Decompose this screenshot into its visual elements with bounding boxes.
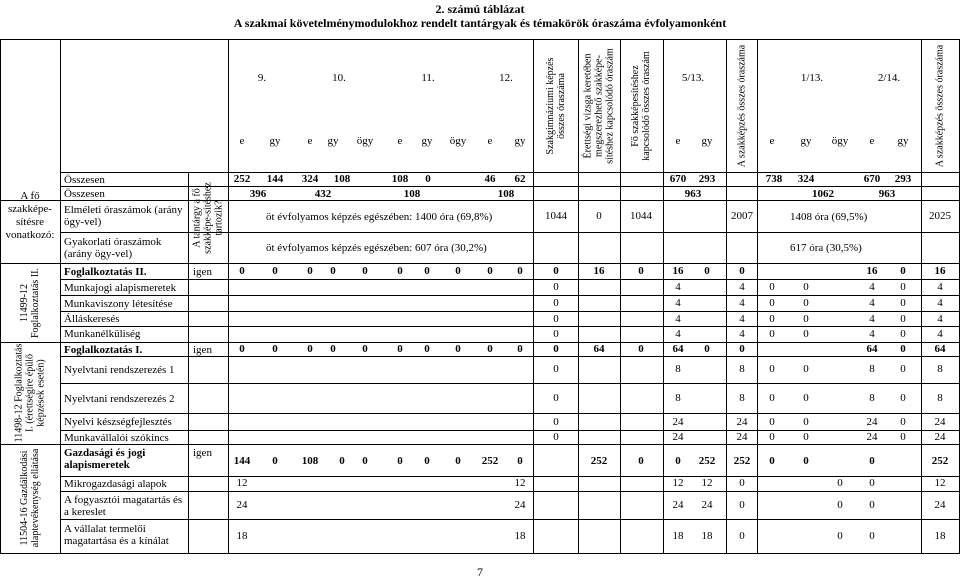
table-title: A szakmai követelménymodulokhoz rendelt tantárgyak és témakörök óraszáma évfolyamonként (233, 16, 727, 30)
table-cell: 0 (553, 265, 559, 277)
table-cell: 0 (869, 530, 875, 542)
table-cell: 24 (672, 499, 684, 511)
row-label: Nyelvtani rendszerezés 1 (64, 364, 175, 376)
span-gyakorlati: öt évfolyamos képzés egészében: 607 óra (30,2%) (266, 242, 487, 254)
table-cell: 0 (455, 455, 461, 467)
table-cell: 0 (455, 265, 461, 277)
table-cell: 252 (590, 455, 608, 467)
table-cell: 0 (869, 499, 875, 511)
table-cell: 24 (514, 499, 526, 511)
table-cell: 108 (391, 173, 409, 185)
table-cell: 0 (330, 343, 336, 355)
row-label: Összesen (64, 188, 105, 200)
table-cell: 0 (900, 392, 906, 404)
sub-label: ögy (831, 135, 849, 147)
table-cell: 0 (900, 313, 906, 325)
flag-igen: igen (193, 447, 212, 459)
table-cell: 252 (733, 455, 751, 467)
table-cell: 0 (769, 363, 775, 375)
table-cell: 12 (672, 477, 684, 489)
table-cell: 1044 (545, 210, 567, 222)
table-caption: 2. számú táblázat (435, 2, 525, 16)
table-cell: 24 (672, 416, 684, 428)
table-cell: 0 (803, 281, 809, 293)
table-cell: 8 (739, 392, 745, 404)
col-szakk-osszes-header: A szakképzés összes óraszáma (736, 44, 748, 168)
table-cell: 0 (837, 530, 843, 542)
col-szakgimn-header: Szakgimnáziumi képzés összes óraszáma (545, 57, 567, 155)
table-cell: 1044 (630, 210, 652, 222)
table-cell: 0 (424, 455, 430, 467)
table-cell: 0 (869, 477, 875, 489)
col-tantargy-header: A tantárgy a fő szakképe-sítéshez tartozik? (191, 182, 225, 254)
row-label: Munkaviszony létesítése (64, 298, 173, 310)
row-label: Nyelvtani rendszerezés 2 (64, 393, 175, 405)
sub-label: gy (421, 135, 433, 147)
sub-label: e (487, 135, 493, 147)
table-cell: 0 (455, 343, 461, 355)
flag-igen: igen (193, 344, 212, 356)
table-cell: 24 (866, 431, 878, 443)
row-label: Foglalkoztatás I. (64, 344, 143, 356)
group-fo-label: A fő szakképe-sítésre vonatkozó: (5, 190, 55, 241)
table-cell: 12 (701, 477, 713, 489)
table-cell: 4 (869, 281, 875, 293)
table-cell: 0 (769, 455, 775, 467)
table-cell: 12 (514, 477, 526, 489)
year-9: 9. (257, 72, 267, 84)
table-cell: 46 (484, 173, 496, 185)
table-cell: 0 (553, 416, 559, 428)
sub-label: gy (897, 135, 909, 147)
table-cell: 324 (797, 173, 815, 185)
row-label: Elméleti óraszámok (arány ögy-vel) (64, 204, 183, 228)
table-cell: 64 (934, 343, 946, 355)
table-cell: 0 (803, 363, 809, 375)
table-cell: 0 (900, 431, 906, 443)
table-cell: 4 (937, 297, 943, 309)
table-cell: 0 (769, 281, 775, 293)
table-cell: 2007 (731, 210, 753, 222)
table-cell: 0 (487, 265, 493, 277)
table-cell: 0 (837, 499, 843, 511)
sub-label: e (769, 135, 775, 147)
table-cell: 24 (701, 499, 713, 511)
table-cell: 16 (934, 265, 946, 277)
table-cell: 0 (803, 416, 809, 428)
sub-label: e (307, 135, 313, 147)
year-10: 10. (332, 72, 346, 84)
table-cell: 24 (866, 416, 878, 428)
sub-label: gy (269, 135, 281, 147)
table-cell: 0 (307, 265, 313, 277)
table-cell: 0 (769, 313, 775, 325)
table-cell: 0 (900, 281, 906, 293)
table-cell: 0 (239, 343, 245, 355)
table-cell: 108 (403, 188, 421, 200)
table-cell: 0 (553, 297, 559, 309)
table-cell: 4 (937, 328, 943, 340)
table-cell: 0 (803, 455, 809, 467)
table-cell: 8 (739, 363, 745, 375)
table-cell: 16 (866, 265, 878, 277)
table-cell: 18 (514, 530, 526, 542)
table-cell: 0 (596, 210, 602, 222)
table-cell: 16 (593, 265, 605, 277)
table-cell: 0 (272, 265, 278, 277)
table-cell: 4 (739, 313, 745, 325)
table-cell: 0 (553, 392, 559, 404)
year-12: 12. (499, 72, 513, 84)
table-cell: 24 (736, 431, 748, 443)
table-cell: 12 (934, 477, 946, 489)
table-cell: 0 (424, 343, 430, 355)
table-cell: 0 (272, 455, 278, 467)
col-erettsegi-header: Érettségi vizsga keretében megszerezhető szakképe-sítéshez kapcsolódó óraszám (582, 48, 616, 164)
table-cell: 4 (739, 328, 745, 340)
table-cell: 0 (553, 363, 559, 375)
table-cell: 8 (675, 363, 681, 375)
table-cell: 8 (937, 363, 943, 375)
table-cell: 18 (701, 530, 713, 542)
table-cell: 144 (233, 455, 251, 467)
row-label: Mikrogazdasági alapok (64, 478, 167, 490)
table-cell: 293 (698, 173, 716, 185)
table-cell: 108 (497, 188, 515, 200)
table-cell: 0 (553, 431, 559, 443)
col-szakk-osszes-header: A szakképzés összes óraszáma (934, 44, 946, 168)
group-11498-label: 11498-12 Foglalkoztatás I. (érettségire épülő képzések esetén) (13, 343, 47, 443)
table-cell: 0 (900, 297, 906, 309)
table-cell: 0 (517, 343, 523, 355)
row-label: Összesen (64, 174, 105, 186)
sub-label: e (239, 135, 245, 147)
table-cell: 4 (869, 313, 875, 325)
table-cell: 0 (638, 455, 644, 467)
table-cell: 0 (330, 265, 336, 277)
table-cell: 0 (739, 343, 745, 355)
sub-label: e (869, 135, 875, 147)
table-cell: 18 (236, 530, 248, 542)
table-cell: 0 (675, 455, 681, 467)
table-cell: 432 (314, 188, 332, 200)
table-cell: 64 (866, 343, 878, 355)
table-cell: 0 (239, 265, 245, 277)
table-cell: 0 (739, 530, 745, 542)
table-cell: 0 (553, 328, 559, 340)
year-2-14: 2/14. (877, 72, 901, 84)
sub-label: ögy (449, 135, 467, 147)
year-5-13: 5/13. (681, 72, 705, 84)
span-elmeleti-2: 1408 óra (69,5%) (790, 211, 868, 223)
table-cell: 0 (424, 265, 430, 277)
table-cell: 0 (638, 265, 644, 277)
table-cell: 0 (803, 313, 809, 325)
table-cell: 18 (672, 530, 684, 542)
table-cell: 0 (553, 281, 559, 293)
table-cell: 0 (900, 328, 906, 340)
table-cell: 0 (553, 313, 559, 325)
table-cell: 24 (934, 499, 946, 511)
table-cell: 0 (397, 343, 403, 355)
table-cell: 252 (233, 173, 251, 185)
table-cell: 4 (739, 281, 745, 293)
table-cell: 24 (236, 499, 248, 511)
table-cell: 1062 (812, 188, 834, 200)
row-label: Munkavállalói szókincs (64, 432, 169, 444)
table-cell: 62 (514, 173, 526, 185)
table-cell: 0 (517, 265, 523, 277)
table-cell: 0 (704, 265, 710, 277)
table-cell: 0 (837, 477, 843, 489)
span-elmeleti: öt évfolyamos képzés egészében: 1400 óra (69,8%) (266, 211, 493, 223)
group-11504-label: 11504-16 Gazdálkodási alaptevékenység ellátása (19, 448, 41, 548)
row-label: Nyelvi készségfejlesztés (64, 416, 172, 428)
sub-label: gy (327, 135, 339, 147)
table-cell: 0 (704, 343, 710, 355)
table-cell: 0 (900, 416, 906, 428)
table-cell: 396 (249, 188, 267, 200)
table-cell: 8 (675, 392, 681, 404)
flag-igen: igen (193, 266, 212, 278)
table-cell: 4 (869, 328, 875, 340)
table-cell: 0 (339, 455, 345, 467)
table-cell: 0 (517, 455, 523, 467)
table-cell: 0 (869, 455, 875, 467)
table-cell: 252 (481, 455, 499, 467)
table-cell: 4 (675, 328, 681, 340)
table-cell: 0 (487, 343, 493, 355)
table-cell: 0 (397, 265, 403, 277)
table-cell: 0 (769, 297, 775, 309)
table-cell: 2025 (929, 210, 951, 222)
table-cell: 738 (765, 173, 783, 185)
table-cell: 293 (894, 173, 912, 185)
table-cell: 8 (869, 392, 875, 404)
table-cell: 4 (675, 313, 681, 325)
table-cell: 0 (739, 477, 745, 489)
table-cell: 0 (425, 173, 431, 185)
table-cell: 4 (675, 281, 681, 293)
table-cell: 0 (769, 416, 775, 428)
table-cell: 8 (937, 392, 943, 404)
page-number: 7 (477, 565, 483, 579)
table-cell: 0 (739, 265, 745, 277)
year-11: 11. (421, 72, 435, 84)
table-cell: 0 (362, 455, 368, 467)
row-label: Gyakorlati óraszámok (arány ögy-vel) (64, 236, 162, 260)
table-cell: 0 (900, 363, 906, 375)
row-label: A fogyasztói magatartás és a kereslet (64, 494, 183, 518)
table-cell: 0 (739, 499, 745, 511)
table-cell: 0 (362, 343, 368, 355)
table-cell: 252 (698, 455, 716, 467)
table-cell: 0 (803, 297, 809, 309)
table-cell: 0 (769, 392, 775, 404)
table-cell: 0 (803, 392, 809, 404)
table-cell: 0 (362, 265, 368, 277)
table-cell: 0 (397, 455, 403, 467)
table-cell: 0 (272, 343, 278, 355)
sub-label: gy (701, 135, 713, 147)
table-cell: 24 (736, 416, 748, 428)
table-cell: 670 (669, 173, 687, 185)
table-cell: 24 (672, 431, 684, 443)
row-label: Gazdasági és jogi alapismeretek (64, 447, 146, 471)
table-cell: 0 (638, 343, 644, 355)
table-cell: 670 (863, 173, 881, 185)
table-cell: 64 (593, 343, 605, 355)
table-cell: 0 (900, 265, 906, 277)
group-11499-label: 11499-12 Foglalkoztatás II. (19, 268, 41, 338)
table-cell: 108 (301, 455, 319, 467)
year-1-13: 1/13. (800, 72, 824, 84)
sub-label: gy (514, 135, 526, 147)
table-cell: 0 (769, 431, 775, 443)
row-label: Álláskeresés (64, 313, 120, 325)
table-cell: 0 (803, 328, 809, 340)
table-cell: 0 (553, 343, 559, 355)
table-cell: 0 (307, 343, 313, 355)
table-cell: 4 (937, 313, 943, 325)
table-cell: 108 (333, 173, 351, 185)
table-cell: 24 (934, 416, 946, 428)
col-fo-szakk-header: Fő szakképesítéshez kapcsolódó összes óraszám (630, 51, 652, 161)
table-cell: 12 (236, 477, 248, 489)
sub-label: ögy (356, 135, 374, 147)
table-cell: 4 (869, 297, 875, 309)
table-cell: 0 (769, 328, 775, 340)
row-label: A vállalat termelői magatartása és a kínálat (64, 523, 169, 547)
table-cell: 324 (301, 173, 319, 185)
table-cell: 18 (934, 530, 946, 542)
table-cell: 64 (672, 343, 684, 355)
sub-label: e (397, 135, 403, 147)
table-cell: 4 (675, 297, 681, 309)
table-cell: 963 (684, 188, 702, 200)
sub-label: gy (800, 135, 812, 147)
row-label: Munkanélküliség (64, 328, 141, 340)
table-cell: 144 (266, 173, 284, 185)
table-cell: 0 (803, 431, 809, 443)
row-label: Munkajogi alapismeretek (64, 282, 177, 294)
table-cell: 963 (878, 188, 896, 200)
table-cell: 252 (931, 455, 949, 467)
sub-label: e (675, 135, 681, 147)
table-cell: 16 (672, 265, 684, 277)
table-cell: 24 (934, 431, 946, 443)
table-cell: 0 (900, 343, 906, 355)
span-gyakorlati-2: 617 óra (30,5%) (790, 242, 862, 254)
table-cell: 4 (739, 297, 745, 309)
row-label: Foglalkoztatás II. (64, 266, 147, 278)
table-cell: 8 (869, 363, 875, 375)
table-cell: 4 (937, 281, 943, 293)
